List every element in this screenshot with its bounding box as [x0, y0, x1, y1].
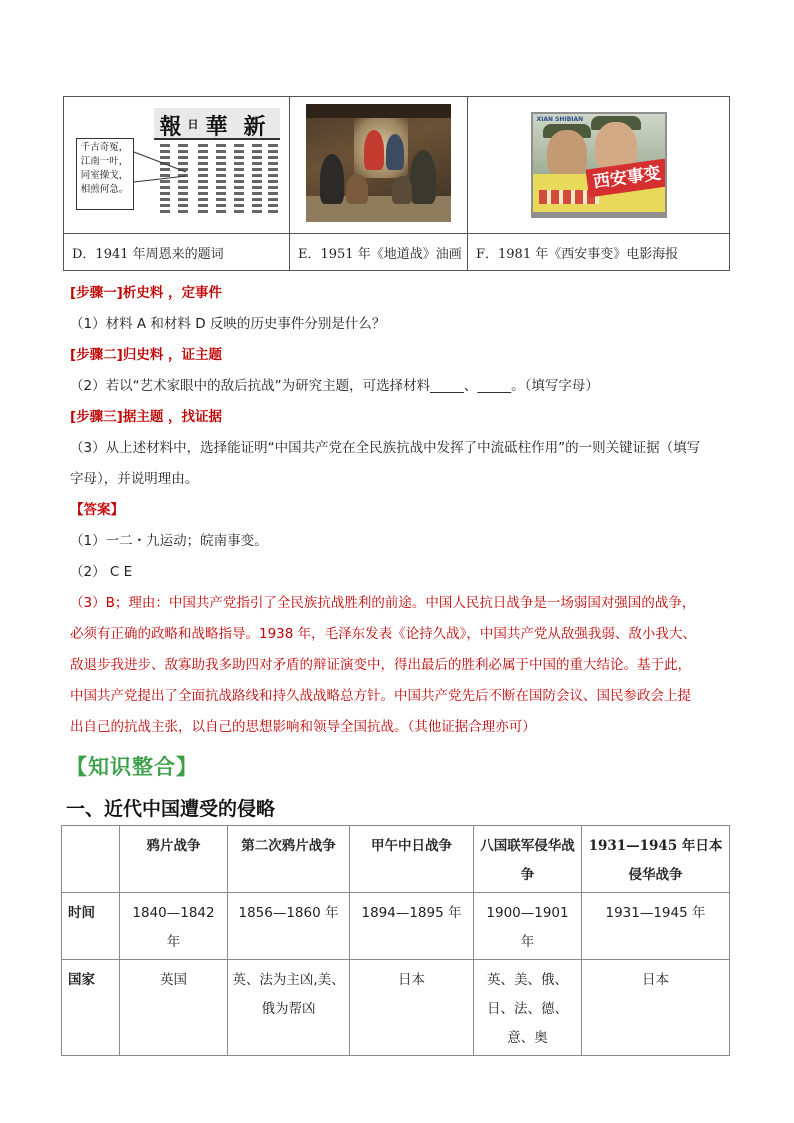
table-header-row — [62, 826, 730, 893]
poster-title: 西安事变 — [585, 159, 665, 198]
table-cell: 日本 — [350, 960, 474, 1056]
answer-3-line: （3）B；理由：中国共产党指引了全民族抗战胜利的前途。中国人民抗日战争是一场弱国对强国的战争， — [70, 595, 696, 611]
table-row — [62, 893, 730, 960]
step-2-title: 归史料 ，证主题 — [122, 347, 223, 363]
masthead-char: 日 — [187, 118, 199, 131]
question-2: （2）若以“艺术家眼中的敌后抗战”为研究主题，可选择材料_____、_____。（填写字母） — [70, 378, 599, 394]
row-label: 时间 — [62, 893, 120, 960]
caption-d: D．1941 年周恩来的题词 — [64, 234, 290, 271]
table-row — [62, 960, 730, 1056]
material-d-image-cell — [64, 97, 290, 234]
answer-3-line: 敌退步我进步、敌寡助我多助四对矛盾的辩证演变中，得出最后的胜利必属于中国的重大结论。基于此， — [70, 657, 691, 673]
step-1-tag: [步骤一] — [70, 285, 123, 301]
masthead-char: 新 — [243, 114, 266, 140]
answer-3-line: 必须有正确的政略和战略指导。1938 年，毛泽东发表《论持久战》，中国共产党从敌强我弱、敌小我大、 — [70, 626, 696, 642]
table-cell: 英、法为主凶,美、俄为帮凶 — [228, 960, 350, 1056]
answer-1: （1）一二・九运动；皖南事变。 — [70, 533, 268, 549]
material-e-image-cell — [290, 97, 468, 234]
header-cell — [62, 826, 120, 893]
callout-line: 相煎何急。 — [80, 184, 129, 195]
step-3-tag: [步骤三] — [70, 409, 123, 425]
step-1-title: 析史料 ，定事件 — [122, 285, 223, 301]
step-2-heading — [70, 345, 730, 365]
question-3-line-2: 字母），并说明理由。 — [70, 471, 199, 487]
question-1: （1）材料 A 和材料 D 反映的历史事件分别是什么？ — [70, 316, 386, 332]
answer-3-line: 出自己的抗战主张，以自己的思想影响和领导全国抗战。（其他证据合理亦可） — [70, 719, 536, 735]
movie-poster-image — [533, 114, 665, 212]
header-cell: 1931—1945 年日本侵华战争 — [582, 826, 730, 893]
section-title: 【知识整合】 — [66, 755, 198, 779]
step-1-heading — [70, 283, 730, 303]
table-cell: 1900—1901 年 — [474, 893, 582, 960]
question-3-line-1: （3）从上述材料中，选择能证明“中国共产党在全民族抗战中发挥了中流砥柱作用”的一则关键证据（填写 — [70, 440, 701, 456]
header-cell: 第二次鸦片战争 — [228, 826, 350, 893]
newspaper-image — [74, 104, 280, 222]
masthead-char: 華 — [205, 114, 228, 140]
table-cell: 英、美、俄、日、法、德、意、奥 — [474, 960, 582, 1056]
answer-2: （2） C E — [70, 564, 133, 580]
subsection-title: 一、近代中国遭受的侵略 — [66, 798, 276, 820]
step-3-heading — [70, 407, 730, 427]
table-cell: 日本 — [582, 960, 730, 1056]
invasion-table — [61, 825, 730, 1056]
material-f-image-cell — [468, 97, 730, 234]
poster-subtitle: XIAN SHIBIAN — [536, 116, 584, 123]
callout-line: 千古奇冤， — [80, 142, 129, 153]
poster-frame — [531, 112, 667, 218]
header-cell: 八国联军侵华战争 — [474, 826, 582, 893]
table-cell: 1931—1945 年 — [582, 893, 730, 960]
callout-line: 江南一叶， — [80, 156, 129, 167]
answer-3-line: 中国共产党提出了全面抗战路线和持久战战略总方针。中国共产党先后不断在国防会议、国民参政会上提 — [70, 688, 691, 704]
callout-line: 同室操戈， — [80, 170, 129, 181]
row-label: 国家 — [62, 960, 120, 1056]
caption-e: E．1951 年《地道战》油画 — [290, 234, 468, 271]
table-cell: 1894—1895 年 — [350, 893, 474, 960]
step-2-tag: [步骤二] — [70, 347, 123, 363]
header-cell: 甲午中日战争 — [350, 826, 474, 893]
table-cell: 英国 — [120, 960, 228, 1056]
table-cell: 1856—1860 年 — [228, 893, 350, 960]
oil-painting-image — [306, 104, 451, 222]
caption-f: F．1981 年《西安事变》电影海报 — [468, 234, 730, 271]
table-cell: 1840—1842 年 — [120, 893, 228, 960]
header-cell: 鸦片战争 — [120, 826, 228, 893]
step-3-title: 据主题 ，找证据 — [122, 409, 223, 425]
inscription-callout — [76, 138, 134, 210]
answer-heading: 【答案】 — [70, 502, 124, 518]
masthead-char: 報 — [159, 114, 182, 140]
materials-table — [63, 96, 730, 271]
